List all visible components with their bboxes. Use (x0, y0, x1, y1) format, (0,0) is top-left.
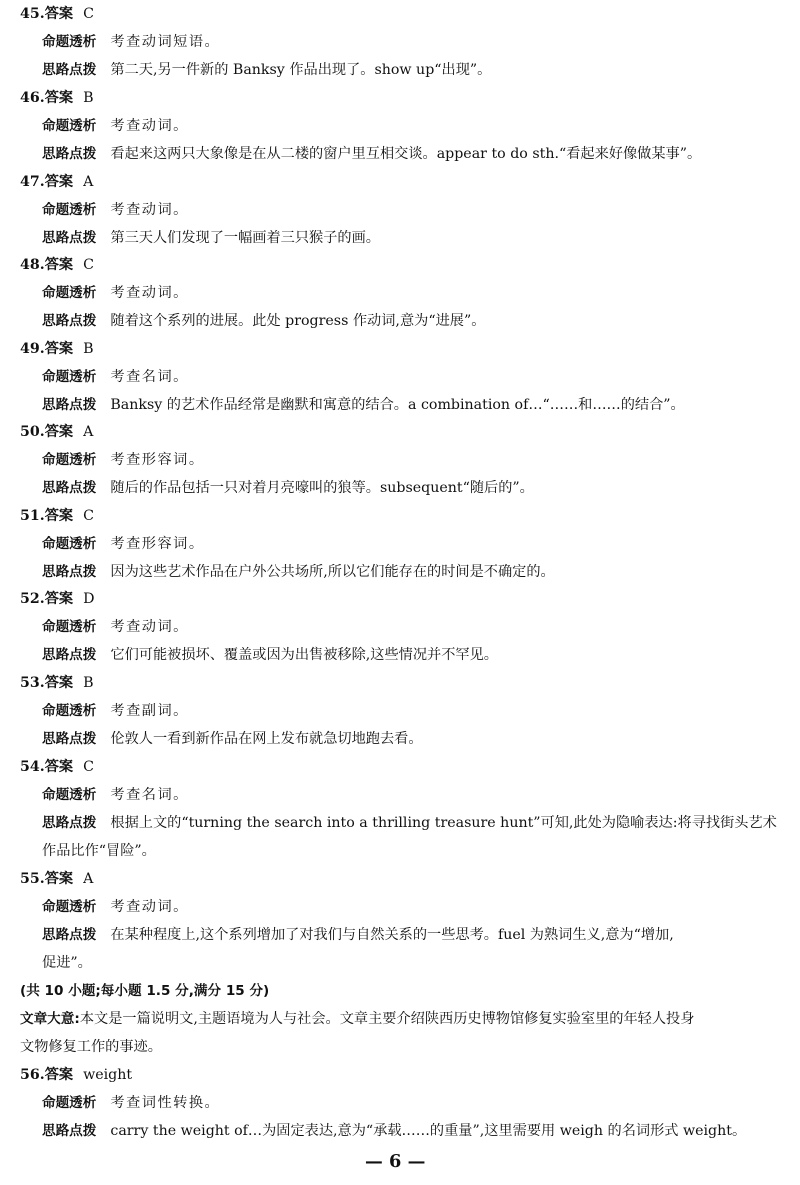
item-50-hint: 思路点拨 随后的作品包括一只对着月亮嚎叫的狼等。subsequent“随后的”。 (42, 480, 534, 496)
item-53-analysis: 命题透析 考查副词。 (42, 703, 189, 719)
item-48-answer: 48.答案 C (20, 257, 94, 273)
item-54-hint: 思路点拨 根据上文的“turning the search into a thrilling treasure hunt”可知,此处为隐喻表达:将寻找街头艺术 (42, 815, 777, 831)
page-number: — 6 — (365, 1151, 426, 1172)
item-55-hint-continued: 促进”。 (42, 955, 92, 971)
item-55-analysis: 命题透析 考查动词。 (42, 899, 189, 915)
item-47-analysis: 命题透析 考查动词。 (42, 202, 189, 218)
item-49-analysis: 命题透析 考查名词。 (42, 369, 189, 385)
item-51-hint: 思路点拨 因为这些艺术作品在户外公共场所,所以它们能存在的时间是不确定的。 (42, 564, 555, 580)
item-51-analysis: 命题透析 考查形容词。 (42, 536, 205, 552)
item-56-answer: 56.答案 weight (20, 1067, 133, 1083)
item-51-answer: 51.答案 C (20, 508, 94, 524)
item-48-hint: 思路点拨 随着这个系列的进展。此处 progress 作动词,意为“进展”。 (42, 313, 486, 329)
item-53-answer: 53.答案 B (20, 675, 94, 691)
item-56-hint: 思路点拨 carry the weight of…为固定表达,意为“承载……的重量”,这里需要用 weigh 的名词形式 weight。 (42, 1123, 747, 1139)
item-53-hint: 思路点拨 伦敦人一看到新作品在网上发布就急切地跑去看。 (42, 731, 423, 747)
item-46-answer: 46.答案 B (20, 90, 94, 106)
item-52-hint: 思路点拨 它们可能被损坏、覆盖或因为出售被移除,这些情况并不罕见。 (42, 647, 498, 663)
item-45-analysis: 命题透析 考查动词短语。 (42, 34, 221, 50)
item-46-hint: 思路点拨 看起来这两只大象像是在从二楼的窗户里互相交谈。appear to do sth.“看起来好像做某事”。 (42, 146, 702, 162)
item-54-answer: 54.答案 C (20, 759, 94, 775)
item-45-hint: 思路点拨 第二天,另一件新的 Banksy 作品出现了。show up“出现”。 (42, 62, 492, 78)
item-46-analysis: 命题透析 考查动词。 (42, 118, 189, 134)
item-54-analysis: 命题透析 考查名词。 (42, 787, 189, 803)
item-47-answer: 47.答案 A (20, 174, 94, 190)
item-52-analysis: 命题透析 考查动词。 (42, 619, 189, 635)
item-48-analysis: 命题透析 考查动词。 (42, 285, 189, 301)
item-55-hint: 思路点拨 在某种程度上,这个系列增加了对我们与自然关系的一些思考。fuel 为熟词生义,意为“增加, (42, 927, 674, 943)
section-header: (共 10 小题;每小题 1.5 分,满分 15 分) (20, 983, 270, 999)
item-47-hint: 思路点拨 第三天人们发现了一幅画着三只猴子的画。 (42, 230, 380, 246)
article-summary-continued: 文物修复工作的事迹。 (20, 1039, 162, 1055)
article-summary: 文章大意:本文是一篇说明文,主题语境为人与社会。文章主要介绍陕西历史博物馆修复实验室里的年轻人投身 (20, 1011, 695, 1027)
item-50-answer: 50.答案 A (20, 424, 94, 440)
item-50-analysis: 命题透析 考查形容词。 (42, 452, 205, 468)
item-55-answer: 55.答案 A (20, 871, 94, 887)
item-56-analysis: 命题透析 考查词性转换。 (42, 1095, 221, 1111)
item-52-answer: 52.答案 D (20, 591, 95, 607)
item-49-answer: 49.答案 B (20, 341, 94, 357)
item-54-hint-continued: 作品比作“冒险”。 (42, 843, 156, 859)
item-45-answer: 45.答案 C (20, 6, 94, 22)
item-49-hint: 思路点拨 Banksy 的艺术作品经常是幽默和寓意的结合。a combination of…“……和……的结合”。 (42, 397, 685, 413)
